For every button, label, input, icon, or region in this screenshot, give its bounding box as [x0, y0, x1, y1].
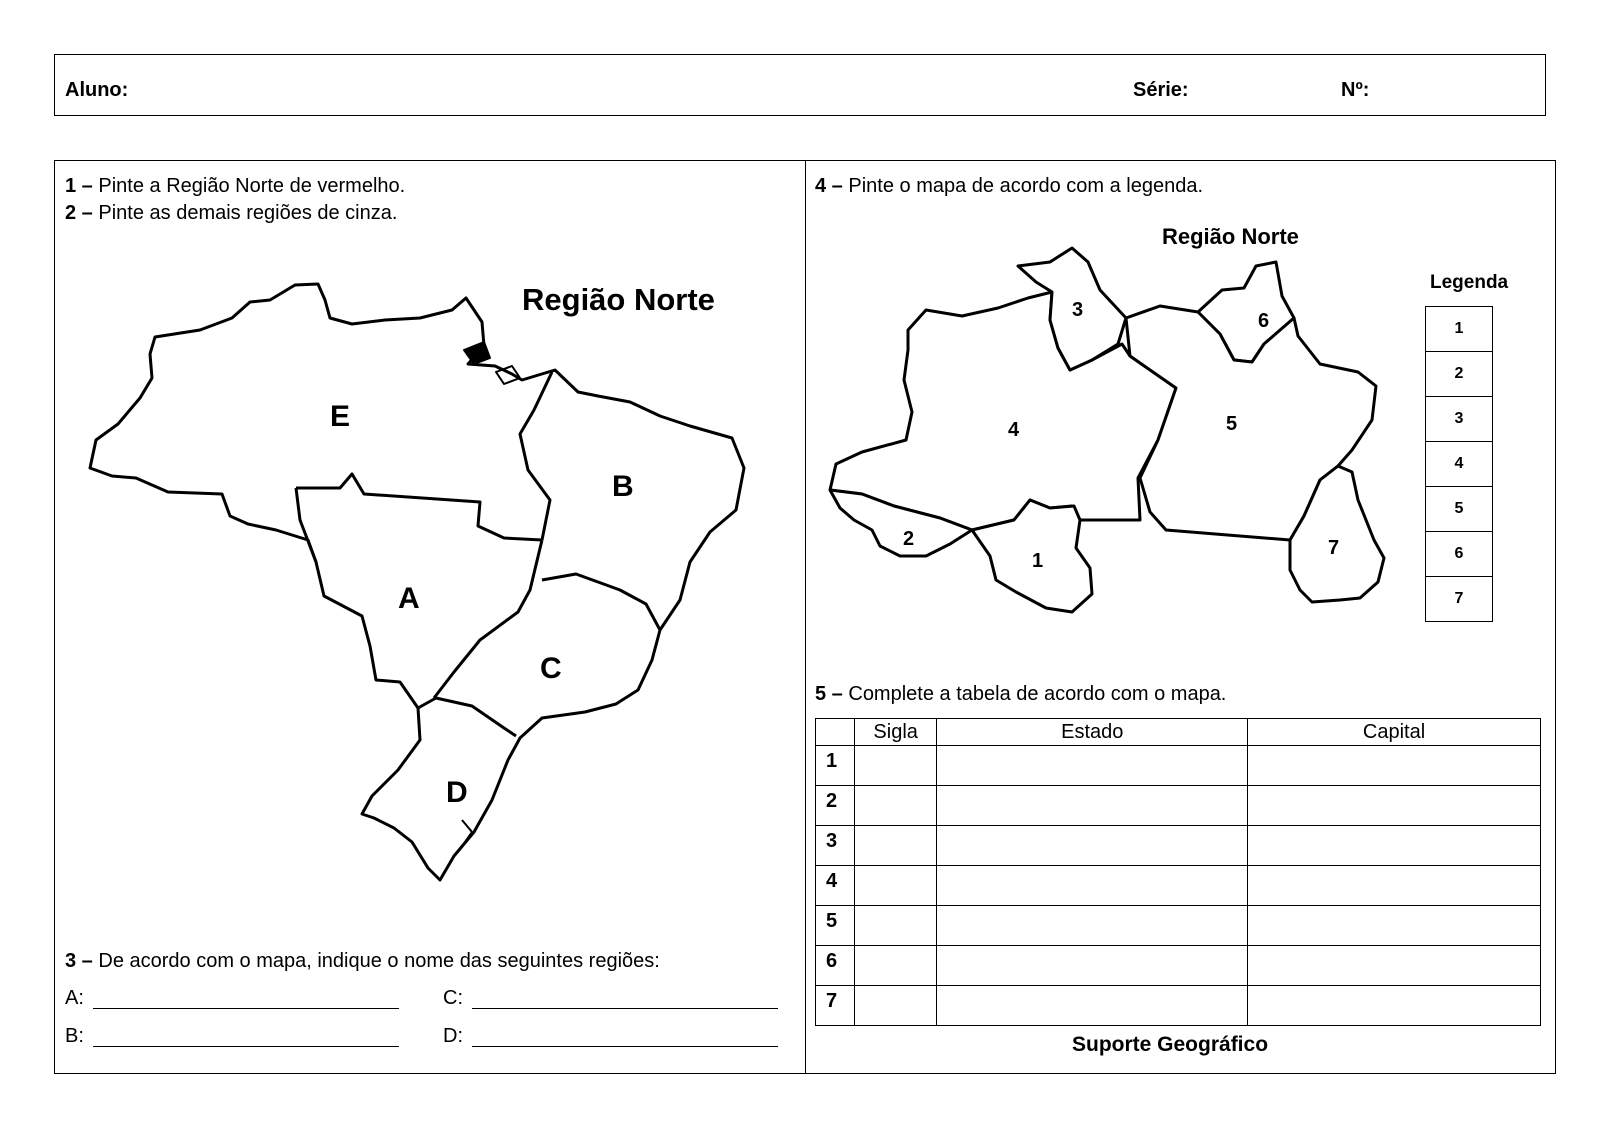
table-header-cell: Capital: [1248, 719, 1541, 746]
row-number: 3: [816, 826, 855, 866]
question-3-number: 3 –: [65, 950, 93, 972]
question-1-text: Pinte a Região Norte de vermelho.: [92, 175, 406, 197]
legend-item: 3: [1426, 397, 1493, 442]
state-label-6: 6: [1258, 310, 1270, 332]
estado-cell[interactable]: [937, 946, 1248, 986]
table-header-cell: Estado: [937, 719, 1248, 746]
state-label-2: 2: [903, 528, 915, 550]
question-1-number: 1 –: [65, 175, 93, 197]
estado-cell[interactable]: [937, 866, 1248, 906]
footer-credit: Suporte Geográfico: [1072, 1033, 1269, 1056]
numero-label: Nº:: [1341, 79, 1370, 101]
sigla-cell[interactable]: [854, 866, 937, 906]
row-number: 7: [816, 986, 855, 1026]
legend-item: 1: [1426, 307, 1493, 352]
question-2-number: 2 –: [65, 202, 93, 224]
legend-item: 2: [1426, 352, 1493, 397]
table-row: [816, 786, 1541, 826]
table-row: [816, 826, 1541, 866]
capital-cell[interactable]: [1248, 866, 1541, 906]
answer-c-line[interactable]: [472, 1008, 778, 1009]
sigla-cell[interactable]: [854, 986, 937, 1026]
table-row: [816, 946, 1541, 986]
estado-cell[interactable]: [937, 906, 1248, 946]
states-table: [815, 718, 1541, 1026]
question-3: [65, 950, 660, 973]
row-number: 4: [816, 866, 855, 906]
legend-item: 7: [1426, 577, 1493, 622]
serie-label: Série:: [1133, 79, 1189, 101]
capital-cell[interactable]: [1248, 986, 1541, 1026]
region-label-a: A: [398, 582, 420, 615]
answer-d-line[interactable]: [472, 1046, 778, 1047]
sigla-cell[interactable]: [854, 746, 937, 786]
legend-item: 6: [1426, 532, 1493, 577]
table-row: [816, 746, 1541, 786]
region-label-c: C: [540, 652, 562, 685]
answer-d-label: D:: [443, 1025, 463, 1047]
table-header-cell: [816, 719, 855, 746]
state-label-4: 4: [1008, 419, 1020, 441]
legend-item: 5: [1426, 487, 1493, 532]
state-label-3: 3: [1072, 299, 1084, 321]
legend-title: Legenda: [1430, 272, 1509, 293]
capital-cell[interactable]: [1248, 786, 1541, 826]
question-5-text: Complete a tabela de acordo com o mapa.: [842, 683, 1227, 705]
region-label-e: E: [330, 400, 351, 433]
capital-cell[interactable]: [1248, 946, 1541, 986]
estado-cell[interactable]: [937, 746, 1248, 786]
question-5-number: 5 –: [815, 683, 843, 705]
answer-b-line[interactable]: [93, 1046, 399, 1047]
estado-cell[interactable]: [937, 826, 1248, 866]
legend-item: 4: [1426, 442, 1493, 487]
capital-cell[interactable]: [1248, 906, 1541, 946]
table-row: [816, 986, 1541, 1026]
row-number: 1: [816, 746, 855, 786]
table-row: [816, 906, 1541, 946]
sigla-cell[interactable]: [854, 786, 937, 826]
question-5: [815, 683, 1226, 706]
sigla-cell[interactable]: [854, 946, 937, 986]
answer-a-label: A:: [65, 987, 84, 1009]
aluno-label: Aluno:: [65, 79, 129, 101]
question-3-text: De acordo com o mapa, indique o nome das seguintes regiões:: [92, 950, 660, 972]
estado-cell[interactable]: [937, 986, 1248, 1026]
capital-cell[interactable]: [1248, 746, 1541, 786]
sigla-cell[interactable]: [854, 826, 937, 866]
row-number: 6: [816, 946, 855, 986]
region-label-b: B: [612, 470, 634, 503]
table-header-cell: Sigla: [854, 719, 937, 746]
capital-cell[interactable]: [1248, 826, 1541, 866]
row-number: 2: [816, 786, 855, 826]
answer-b-label: B:: [65, 1025, 84, 1047]
state-label-7: 7: [1328, 537, 1340, 559]
question-4-number: 4 –: [815, 175, 843, 197]
question-4-text: Pinte o mapa de acordo com a legenda.: [842, 175, 1204, 197]
table-row: [816, 866, 1541, 906]
state-label-5: 5: [1226, 413, 1238, 435]
brazil-map-title: Região Norte: [522, 282, 715, 317]
estado-cell[interactable]: [937, 786, 1248, 826]
state-label-1: 1: [1032, 550, 1044, 572]
north-map-title: Região Norte: [1162, 224, 1299, 249]
answer-a-line[interactable]: [93, 1008, 399, 1009]
sigla-cell[interactable]: [854, 906, 937, 946]
question-2-text: Pinte as demais regiões de cinza.: [92, 202, 398, 224]
region-label-d: D: [446, 776, 468, 809]
row-number: 5: [816, 906, 855, 946]
answer-c-label: C:: [443, 987, 463, 1009]
legend-table: [1425, 306, 1493, 622]
